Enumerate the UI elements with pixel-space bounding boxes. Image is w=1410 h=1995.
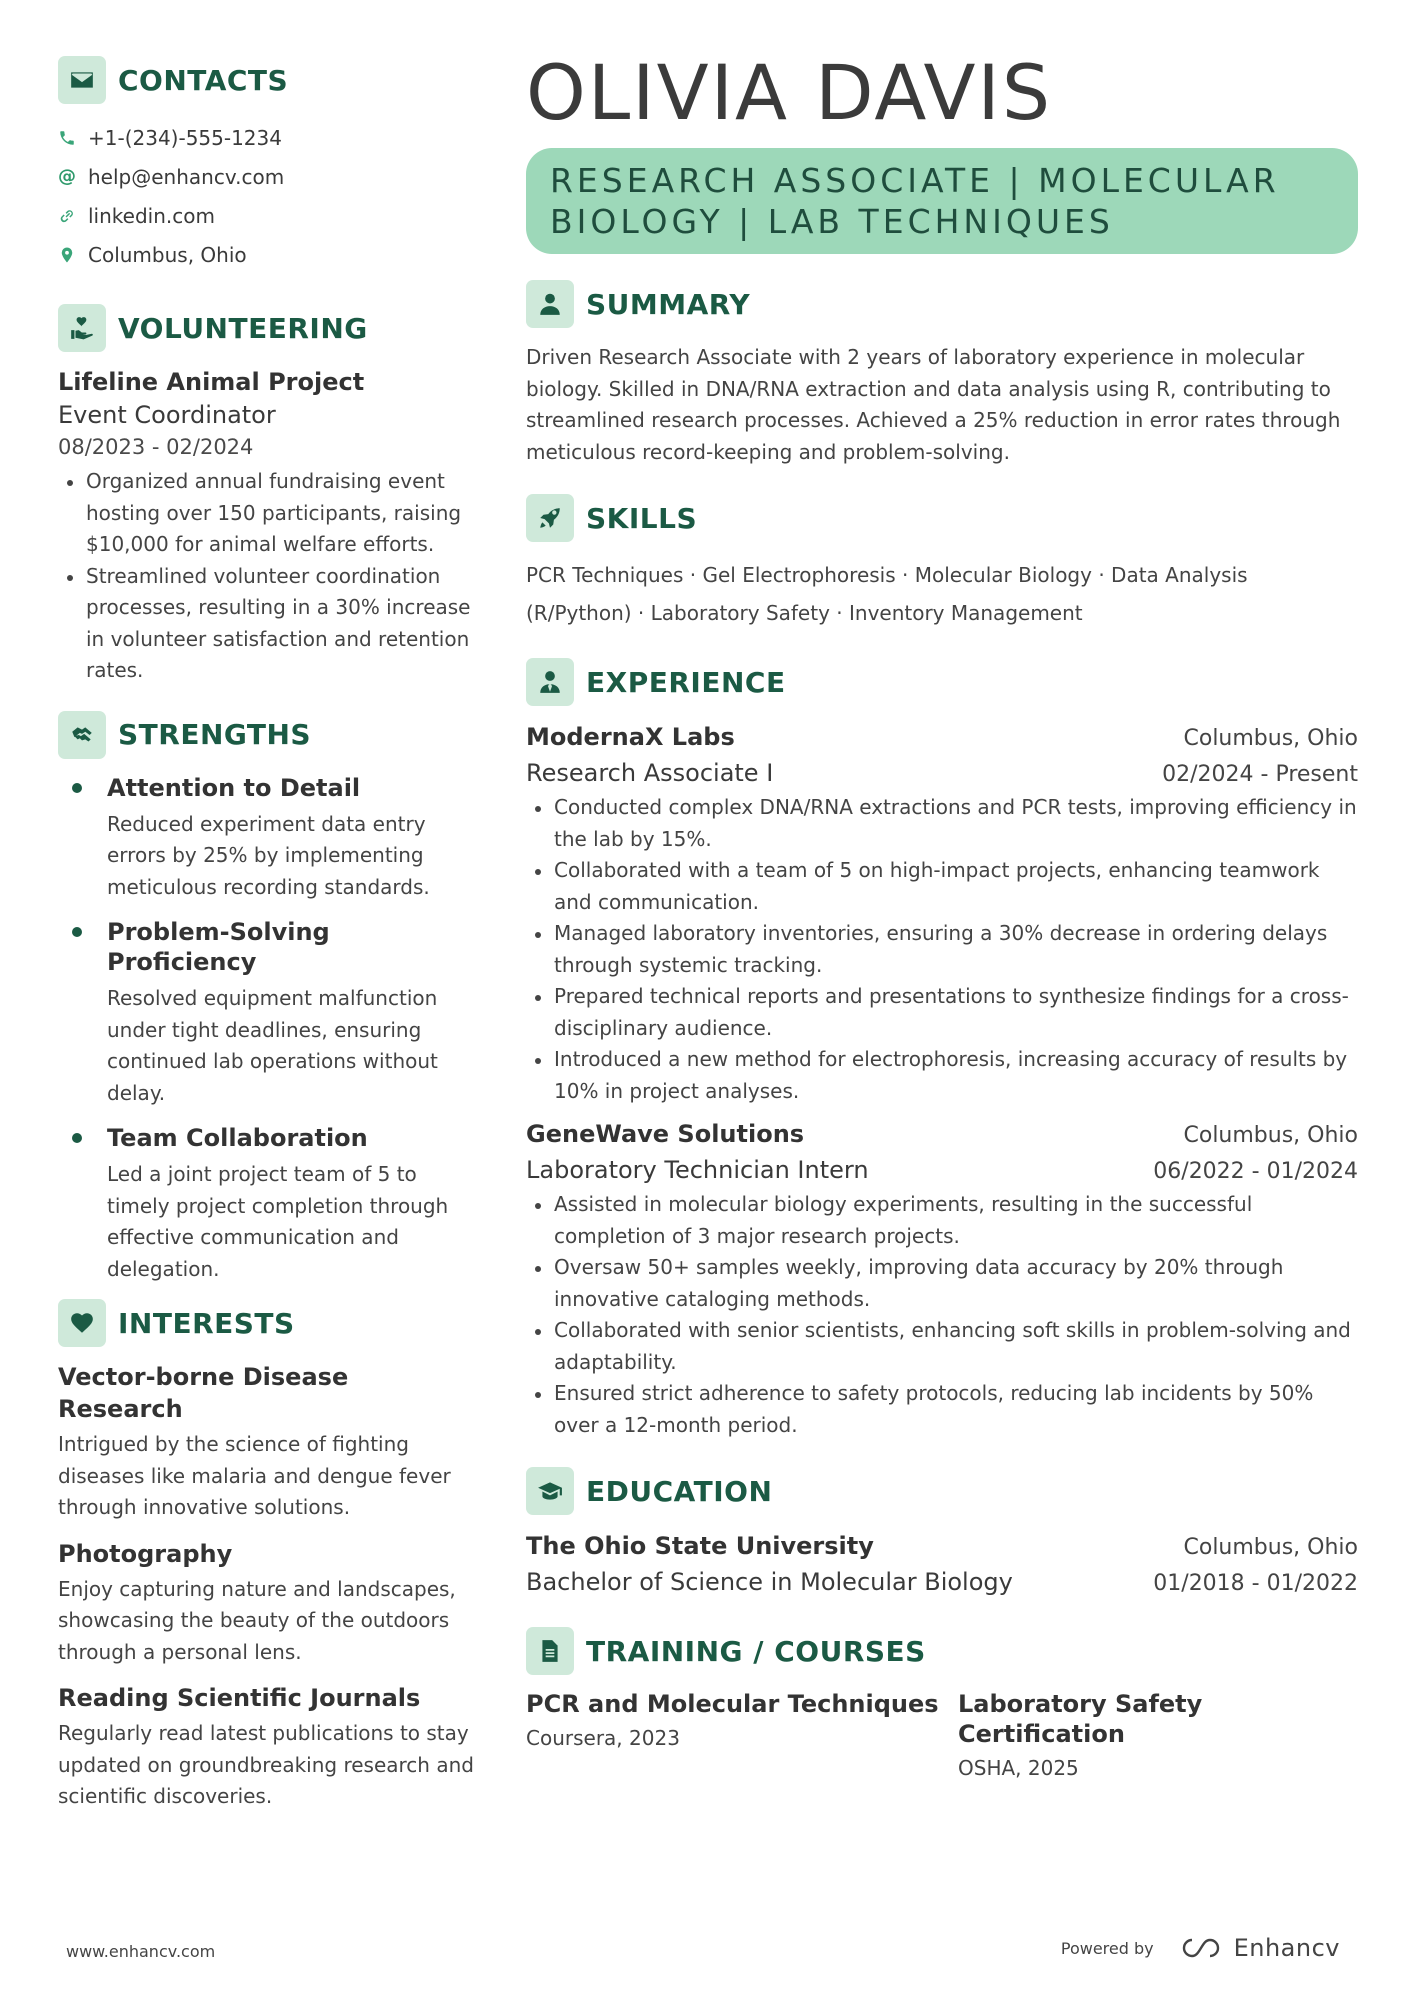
section-title: STRENGTHS <box>118 718 312 751</box>
heart-icon <box>58 1299 106 1347</box>
list-item: Introduced a new method for electrophoresis, increasing accuracy of results by 10% in project analyses. <box>526 1044 1358 1107</box>
headline-banner: RESEARCH ASSOCIATE | MOLECULAR BIOLOGY | LAB TECHNIQUES <box>526 148 1358 254</box>
skills-list: PCR Techniques · Gel Electrophoresis · Molecular Biology · Data Analysis (R/Python) · Laboratory Safety · Inventory Management <box>526 563 1248 625</box>
right-column <box>526 50 1358 1783</box>
experience-section <box>526 658 1358 1441</box>
job-header-row <box>526 720 1358 756</box>
volunteer-role: Event Coordinator <box>58 401 276 429</box>
handshake-icon <box>58 711 106 759</box>
list-item: Prepared technical reports and presentations to synthesize findings for a cross-disciplinary audience. <box>526 981 1358 1044</box>
interest-item <box>58 1538 478 1669</box>
interest-title: Reading Scientific Journals <box>58 1684 421 1712</box>
contacts-section <box>58 56 478 274</box>
volunteering-header <box>58 304 478 352</box>
section-title: CONTACTS <box>118 63 289 97</box>
school-name: The Ohio State University <box>526 1532 874 1560</box>
contact-location <box>58 235 478 274</box>
list-item: Conducted complex DNA/RNA extractions and PCR tests, improving efficiency in the lab by 15%. <box>526 792 1358 855</box>
job-role: Research Associate I <box>526 759 774 787</box>
section-title: EXPERIENCE <box>586 665 786 699</box>
phone-text[interactable]: +1-(234)-555-1234 <box>88 125 282 150</box>
bullet-dot <box>72 927 82 937</box>
degree: Bachelor of Science in Molecular Biology <box>526 1568 1013 1596</box>
education-header-row <box>526 1529 1358 1565</box>
contacts-header <box>58 56 478 104</box>
job-dates: 06/2022 - 01/2024 <box>1153 1159 1358 1184</box>
contact-phone <box>58 118 478 157</box>
graduation-cap-icon <box>526 1467 574 1515</box>
interests-header <box>58 1299 478 1347</box>
strength-item <box>58 1123 478 1285</box>
course-item <box>958 1689 1258 1783</box>
at-icon: @ <box>58 166 76 187</box>
brand-logo[interactable] <box>1180 1934 1340 1962</box>
strength-desc: Reduced experiment data entry errors by 25% by implementing meticulous recording standards. <box>107 811 430 899</box>
education-subheader-row <box>526 1565 1358 1601</box>
job-location: Columbus, Ohio <box>1183 1123 1358 1148</box>
course-provider: OSHA, 2025 <box>958 1756 1079 1780</box>
job-company: ModernaX Labs <box>526 723 735 751</box>
course-title: PCR and Molecular Techniques <box>526 1690 939 1718</box>
section-title: TRAINING / COURSES <box>586 1634 926 1668</box>
person-tie-icon <box>526 658 574 706</box>
volunteer-org: Lifeline Animal Project <box>58 368 365 396</box>
location-text: Columbus, Ohio <box>88 242 247 267</box>
list-item: Assisted in molecular biology experiments, resulting in the successful completion of 3 major research projects. <box>526 1189 1358 1252</box>
experience-header <box>526 658 1358 706</box>
left-column <box>58 56 478 1813</box>
section-title: VOLUNTEERING <box>118 311 368 345</box>
summary-header <box>526 280 1358 328</box>
bullet-dot <box>72 1133 82 1143</box>
summary-text: Driven Research Associate with 2 years of laboratory experience in molecular biology. Skilled in DNA/RNA extraction and data analysis using R, contributing to streamlined research processes. Achieved a 25% reduction in error rates through meticulous record-keeping and problem-solving. <box>526 345 1341 464</box>
job-bullets <box>526 792 1358 1107</box>
list-item: Collaborated with senior scientists, enhancing soft skills in problem-solving and adaptability. <box>526 1315 1358 1378</box>
interest-desc: Enjoy capturing nature and landscapes, showcasing the beauty of the outdoors through a personal lens. <box>58 1576 456 1664</box>
strength-desc: Resolved equipment malfunction under tight deadlines, ensuring continued lab operations without delay. <box>107 986 438 1105</box>
job-role: Laboratory Technician Intern <box>526 1156 869 1184</box>
document-icon <box>526 1627 574 1675</box>
interest-item <box>58 1361 478 1524</box>
brand-name: Enhancv <box>1233 1934 1340 1962</box>
volunteer-bullets <box>58 466 478 687</box>
interest-item <box>58 1682 478 1813</box>
course-grid <box>526 1689 1358 1783</box>
list-item: Collaborated with a team of 5 on high-impact projects, enhancing teamwork and communication. <box>526 855 1358 918</box>
course-item <box>526 1689 958 1783</box>
interest-title: Vector-borne Disease Research <box>58 1363 349 1423</box>
education-header <box>526 1467 1358 1515</box>
person-icon <box>526 280 574 328</box>
volunteer-dates: 08/2023 - 02/2024 <box>58 435 254 459</box>
rocket-icon <box>526 494 574 542</box>
strength-item <box>58 917 478 1109</box>
footer-website[interactable]: www.enhancv.com <box>66 1942 216 1961</box>
contact-linkedin <box>58 196 478 235</box>
strengths-header <box>58 711 478 759</box>
strength-desc: Led a joint project team of 5 to timely project completion through effective communication and delegation. <box>107 1162 449 1281</box>
list-item: Ensured strict adherence to safety protocols, reducing lab incidents by 50% over a 12-month period. <box>526 1378 1358 1441</box>
footer-branding <box>1061 1934 1340 1962</box>
strength-title: Problem-Solving Proficiency <box>107 918 330 976</box>
job-company: GeneWave Solutions <box>526 1120 805 1148</box>
volunteering-section <box>58 304 478 687</box>
linkedin-text[interactable]: linkedin.com <box>88 203 215 228</box>
school-location: Columbus, Ohio <box>1183 1535 1358 1560</box>
interest-desc: Intrigued by the science of fighting diseases like malaria and dengue fever through innovative solutions. <box>58 1432 451 1519</box>
job-entry <box>526 1117 1358 1441</box>
job-subheader-row <box>526 1153 1358 1189</box>
skills-section <box>526 494 1358 632</box>
list-item: Organized annual fundraising event hosting over 150 participants, raising $10,000 for animal welfare efforts. <box>58 466 478 561</box>
interest-title: Photography <box>58 1539 233 1568</box>
job-header-row <box>526 1117 1358 1153</box>
section-title: EDUCATION <box>586 1474 773 1508</box>
job-entry <box>526 720 1358 1107</box>
section-title: SKILLS <box>586 501 698 535</box>
interests-section <box>58 1299 478 1813</box>
course-title: Laboratory Safety Certification <box>958 1690 1203 1748</box>
hand-heart-icon <box>58 304 106 352</box>
training-section <box>526 1627 1358 1783</box>
section-title: INTERESTS <box>118 1306 295 1340</box>
section-title: SUMMARY <box>586 287 751 321</box>
job-subheader-row <box>526 756 1358 792</box>
envelope-icon <box>58 56 106 104</box>
education-section <box>526 1467 1358 1601</box>
list-item: Managed laboratory inventories, ensuring a 30% decrease in ordering delays through systemic tracking. <box>526 918 1358 981</box>
training-header <box>526 1627 1358 1675</box>
phone-icon <box>58 129 76 147</box>
enhancv-logo-icon <box>1180 1936 1226 1960</box>
email-text[interactable]: help@enhancv.com <box>88 164 285 189</box>
strength-item <box>58 773 478 904</box>
powered-by-text: Powered by <box>1060 1938 1154 1958</box>
job-location: Columbus, Ohio <box>1183 726 1358 751</box>
location-pin-icon <box>58 246 76 264</box>
strength-title: Attention to Detail <box>107 773 361 802</box>
strength-title: Team Collaboration <box>107 1124 368 1152</box>
education-dates: 01/2018 - 01/2022 <box>1153 1571 1358 1596</box>
list-item: Streamlined volunteer coordination processes, resulting in a 30% increase in volunteer satisfaction and retention rates. <box>58 561 478 687</box>
job-bullets <box>526 1189 1358 1441</box>
interest-desc: Regularly read latest publications to stay updated on groundbreaking research and scientific discoveries. <box>58 1721 474 1808</box>
summary-section <box>526 280 1358 468</box>
list-item: Oversaw 50+ samples weekly, improving data accuracy by 20% through innovative cataloging methods. <box>526 1252 1358 1315</box>
course-provider: Coursera, 2023 <box>526 1726 680 1750</box>
contact-email <box>58 157 478 196</box>
candidate-name: OLIVIA DAVIS <box>526 48 1053 137</box>
skills-header <box>526 494 1358 542</box>
strengths-section <box>58 711 478 1286</box>
job-dates: 02/2024 - Present <box>1162 762 1358 787</box>
bullet-dot <box>72 783 82 793</box>
link-icon <box>58 207 76 225</box>
